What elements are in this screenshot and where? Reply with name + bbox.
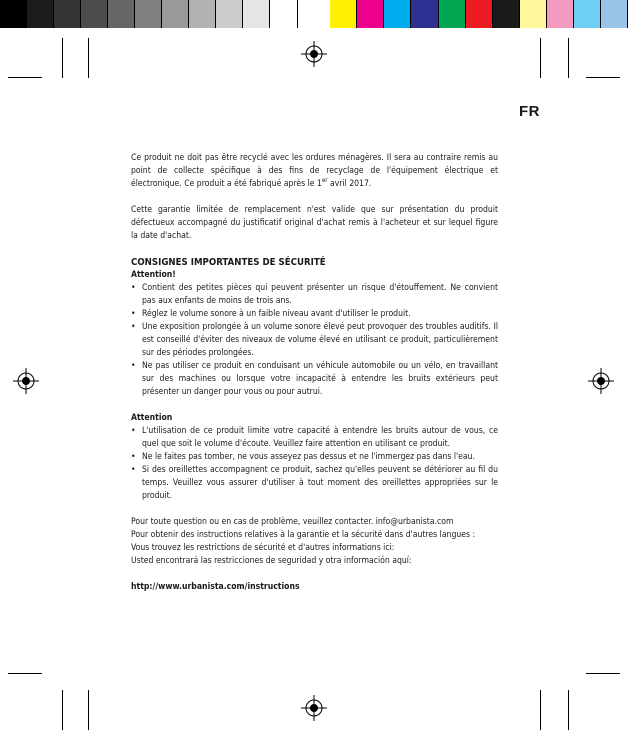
disposal-text: Ce produit ne doit pas être recyclé avec les ordures ménagères. Il sera au contraire remis au point de collecte spécifique à des fins de recyclage de l'équipement électrique et électronique. Ce produit a été fabriqué après le 1 <box>131 153 498 189</box>
color-swatch <box>466 0 493 28</box>
gray-swatch <box>216 0 243 28</box>
list-item: • L'utilisation de ce produit limite votre capacité à entendre les bruits autour de vous, ce quel que soit le volume d'écoute. Veuillez faire attention en utilisant ce produit. <box>131 425 498 451</box>
contact-line: Usted encontrará las restricciones de seguridad y otra información aquí: <box>131 556 412 566</box>
color-swatch <box>601 0 628 28</box>
safety-list-2 <box>131 425 498 503</box>
gray-swatch <box>81 0 108 28</box>
color-swatch <box>357 0 384 28</box>
gray-swatch <box>108 0 135 28</box>
gray-swatch <box>0 0 27 28</box>
registration-mark-icon <box>301 695 327 721</box>
list-item: • Ne pas utiliser ce produit en conduisant un véhicule automobile ou un vélo, en travaillant sur des machines ou lorsque votre incapacité à entendre les bruits extérieurs peut présenter un danger pour vous ou pour autrui. <box>131 360 498 399</box>
color-calibration-bar <box>0 0 628 28</box>
list-item: • Contient des petites pièces qui peuvent présenter un risque d'étouffement. Ne convient pas aux enfants de moins de trois ans. <box>131 282 498 308</box>
gray-swatch <box>243 0 270 28</box>
safety-heading: CONSIGNES IMPORTANTES DE SÉCURITÉ <box>131 257 326 268</box>
color-swatch <box>574 0 601 28</box>
gray-swatch <box>54 0 81 28</box>
gray-swatch <box>162 0 189 28</box>
language-code: FR <box>519 103 540 120</box>
contact-line: Pour obtenir des instructions relatives à la garantie et la sécurité dans d'autres langues : <box>131 530 476 540</box>
attention-label: Attention! <box>131 270 176 280</box>
superscript: er <box>321 177 328 185</box>
color-swatch <box>547 0 574 28</box>
registration-mark-icon <box>13 368 39 394</box>
disposal-paragraph <box>131 152 498 191</box>
warranty-paragraph: Cette garantie limitée de remplacement n'est valide que sur présentation du produit défectueux accompagné du justificatif original d'achat remis à l'acheteur et sur lequel figure la date d'achat. <box>131 205 498 241</box>
contact-line: Pour toute question ou en cas de problème, veuillez contacter. info@urbanista.com <box>131 517 454 527</box>
color-swatch <box>411 0 438 28</box>
attention-label: Attention <box>131 413 173 423</box>
color-swatch <box>439 0 466 28</box>
color-swatch <box>330 0 357 28</box>
gray-swatch <box>189 0 216 28</box>
list-item: • Réglez le volume sonore à un faible niveau avant d'utiliser le produit. <box>131 308 498 321</box>
registration-mark-icon <box>301 41 327 67</box>
color-swatch <box>384 0 411 28</box>
instructions-link[interactable]: http://www.urbanista.com/instructions <box>131 582 300 592</box>
color-swatch <box>520 0 547 28</box>
gray-swatch <box>135 0 162 28</box>
list-item: • Ne le faites pas tomber, ne vous asseyez pas dessus et ne l'immergez pas dans l'eau. <box>131 451 498 464</box>
contact-line: Vous trouvez les restrictions de sécurité et d'autres informations ici: <box>131 543 395 553</box>
swatch-gap <box>298 0 331 28</box>
disposal-tail: avril 2017. <box>327 179 372 189</box>
list-item: • Si des oreillettes accompagnent ce produit, sachez qu'elles peuvent se détériorer au fil du temps. Veuillez vous assurer d'utiliser à tout moment des oreillettes appropriées sur le produit. <box>131 464 498 503</box>
registration-mark-icon <box>588 368 614 394</box>
document-body <box>131 152 498 594</box>
gray-swatch <box>270 0 297 28</box>
list-item: • Une exposition prolongée à un volume sonore élevé peut provoquer des troubles auditifs. Il est conseillé d'éviter des niveaux de volume élevé en utilisant ce produit, particulièrement sur des périodes prolongées. <box>131 321 498 360</box>
gray-swatch <box>27 0 54 28</box>
color-swatch <box>493 0 520 28</box>
safety-list-1 <box>131 282 498 399</box>
